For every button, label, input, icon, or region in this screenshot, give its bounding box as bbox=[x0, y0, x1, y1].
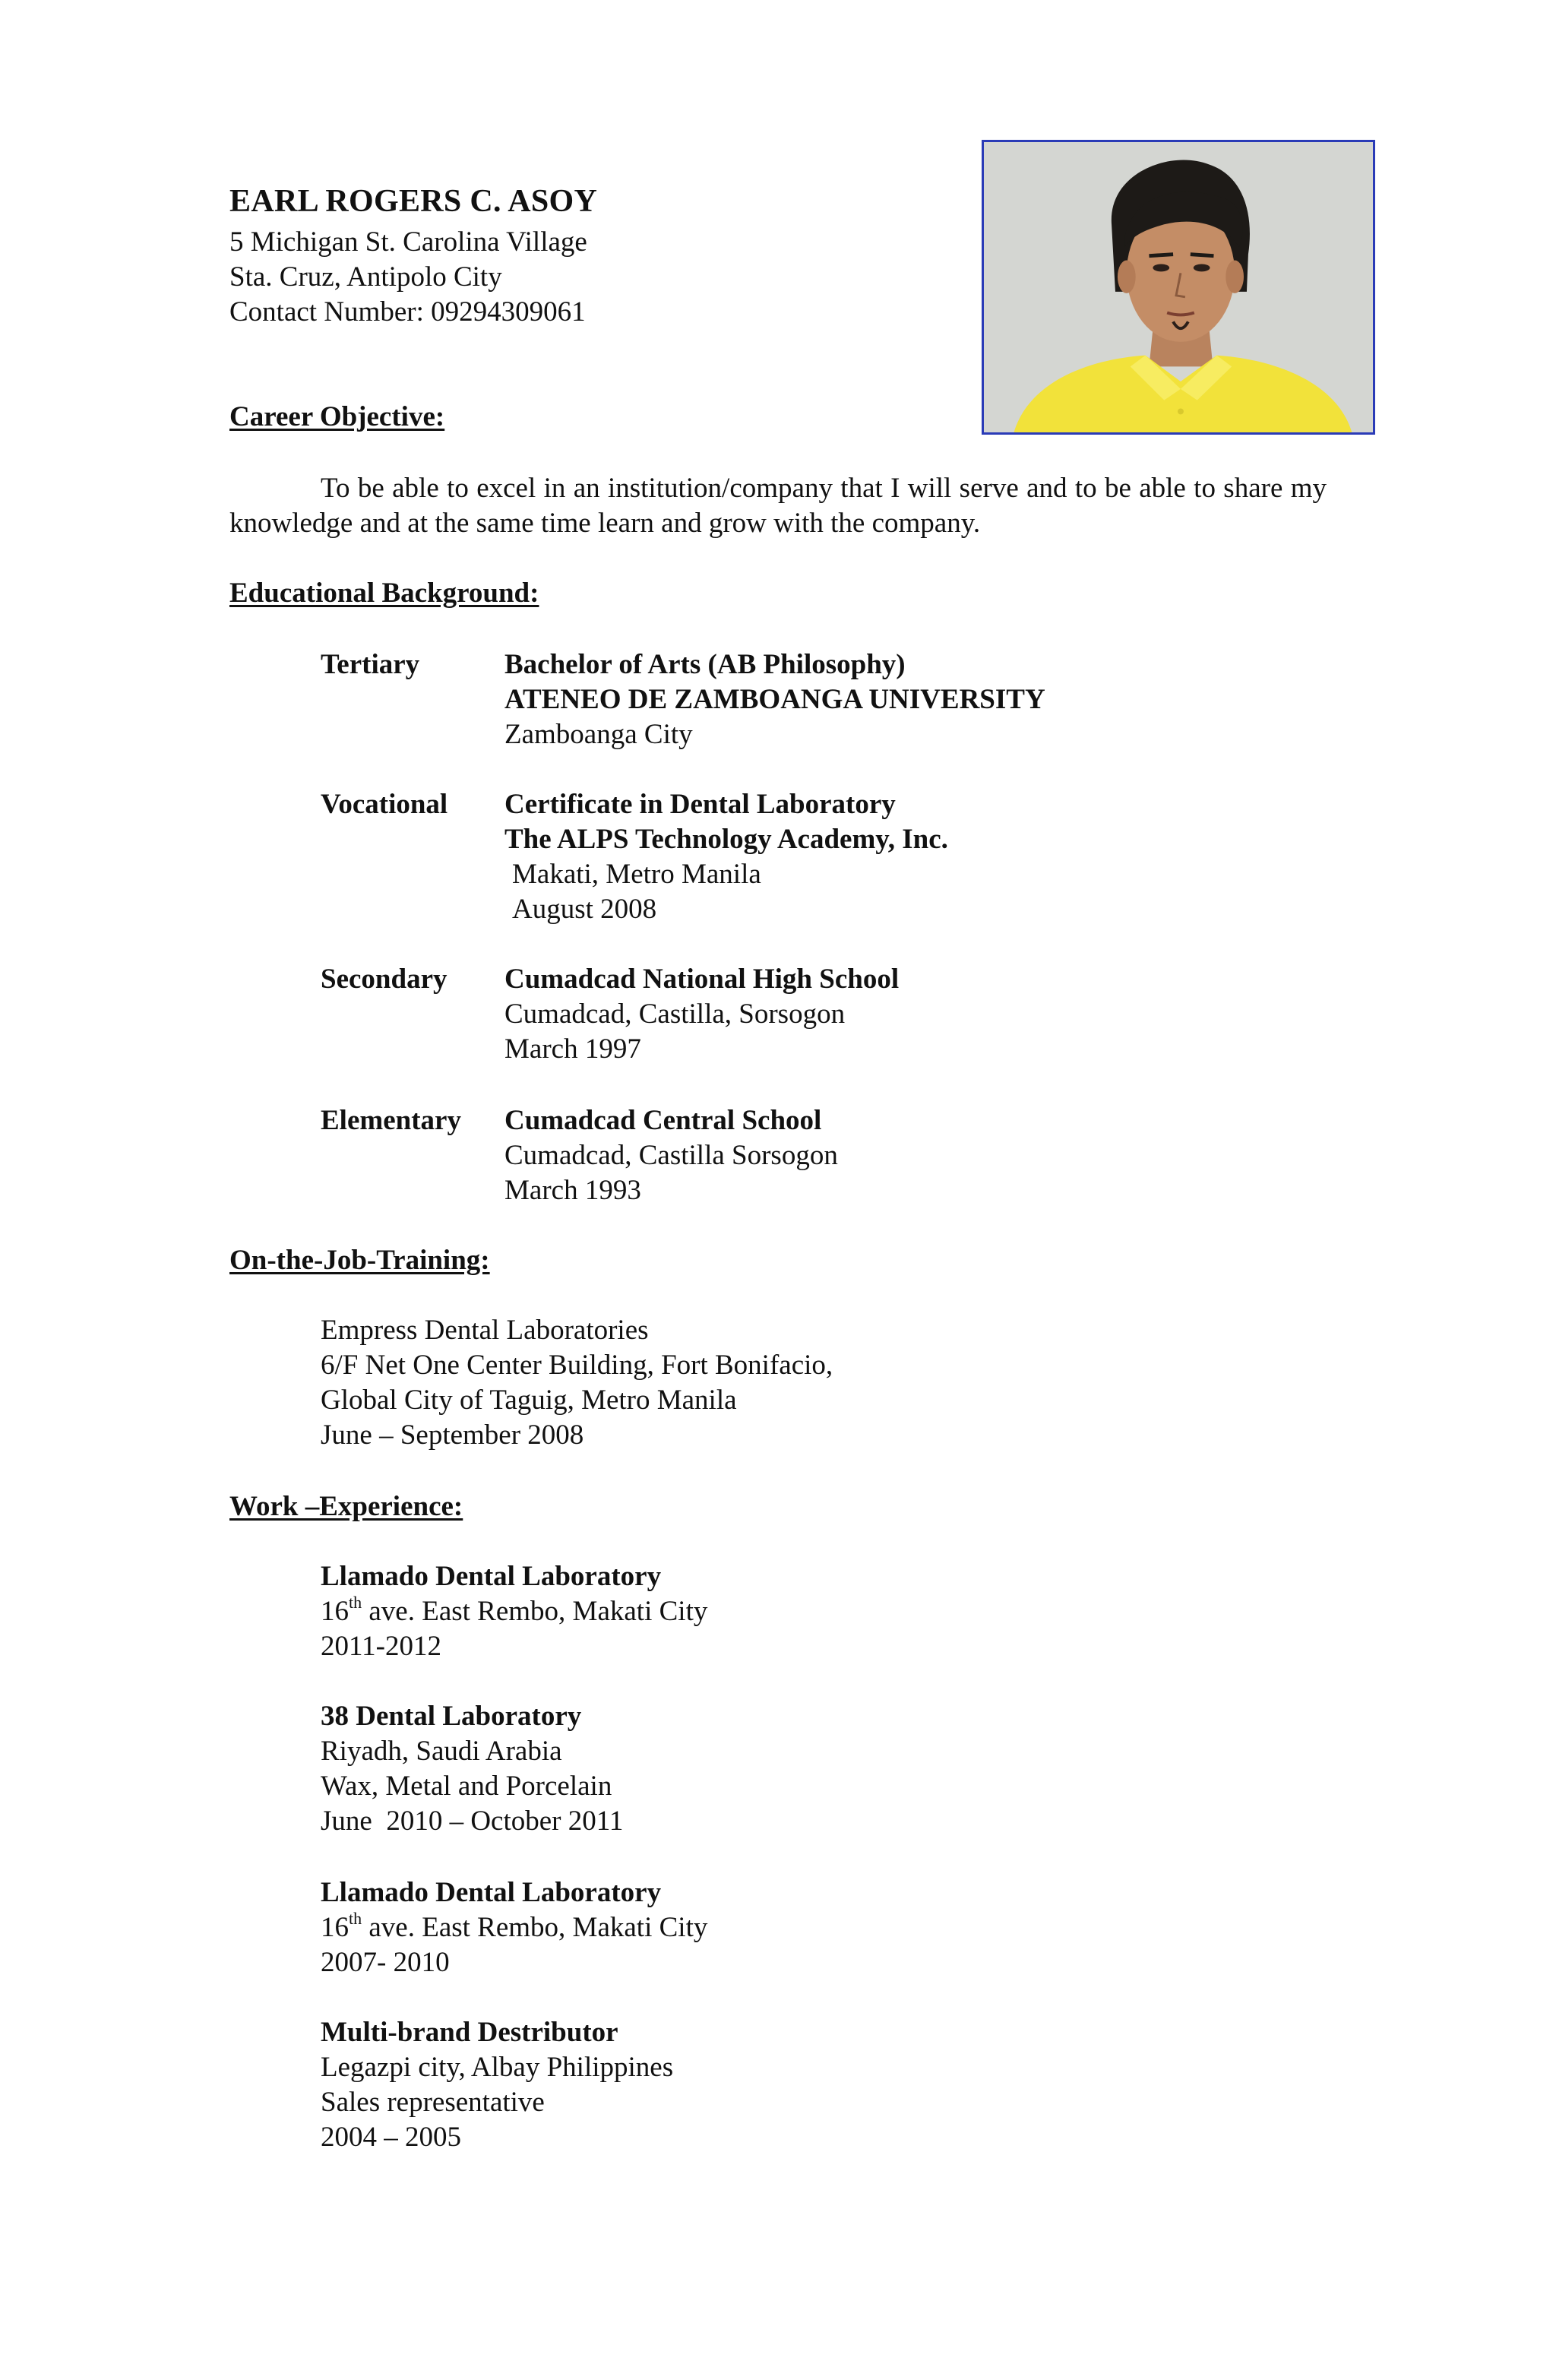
secondary-school: Cumadcad National High School bbox=[504, 964, 900, 995]
job-3-address: 16th ave. East Rembo, Makati City bbox=[321, 1909, 708, 1943]
job-3-company: Llamado Dental Laboratory bbox=[321, 1877, 662, 1908]
job-1-company: Llamado Dental Laboratory bbox=[321, 1561, 662, 1592]
person-portrait-image bbox=[984, 142, 1373, 432]
address-line-1: 5 Michigan St. Carolina Village bbox=[229, 226, 587, 258]
ojt-period: June – September 2008 bbox=[321, 1419, 584, 1451]
job-2-location: Riyadh, Saudi Arabia bbox=[321, 1736, 562, 1767]
ojt-company: Empress Dental Laboratories bbox=[321, 1315, 649, 1346]
job-1-period: 2011-2012 bbox=[321, 1631, 441, 1662]
educational-background-heading: Educational Background: bbox=[229, 578, 539, 609]
ojt-address-line-1: 6/F Net One Center Building, Fort Bonifacio, bbox=[321, 1350, 833, 1381]
career-objective-heading: Career Objective: bbox=[229, 401, 445, 432]
job-4-period: 2004 – 2005 bbox=[321, 2122, 461, 2153]
applicant-photo bbox=[982, 140, 1375, 435]
vocational-location: Makati, Metro Manila bbox=[512, 859, 761, 890]
elementary-school: Cumadcad Central School bbox=[504, 1105, 822, 1136]
job-4-company: Multi-brand Destributor bbox=[321, 2017, 618, 2048]
tertiary-location: Zamboanga City bbox=[504, 719, 693, 750]
vocational-school: The ALPS Technology Academy, Inc. bbox=[504, 824, 948, 855]
tertiary-degree: Bachelor of Arts (AB Philosophy) bbox=[504, 649, 906, 680]
tertiary-school: ATENEO DE ZAMBOANGA UNIVERSITY bbox=[504, 684, 1045, 715]
career-objective-text: To be able to excel in an institution/company that I will serve and to be able to share my knowledge and at the same time learn and grow with the company. bbox=[229, 473, 1327, 539]
job-4-location: Legazpi city, Albay Philippines bbox=[321, 2052, 674, 2083]
job-3-period: 2007- 2010 bbox=[321, 1947, 450, 1978]
job-2-role: Wax, Metal and Porcelain bbox=[321, 1771, 612, 1802]
elementary-date: March 1993 bbox=[504, 1175, 641, 1206]
education-level-tertiary: Tertiary bbox=[321, 649, 420, 680]
secondary-location: Cumadcad, Castilla, Sorsogon bbox=[504, 999, 846, 1030]
address-line-2: Sta. Cruz, Antipolo City bbox=[229, 261, 502, 293]
ojt-heading: On-the-Job-Training: bbox=[229, 1245, 490, 1276]
job-4-role: Sales representative bbox=[321, 2087, 545, 2118]
education-level-vocational: Vocational bbox=[321, 789, 448, 820]
education-level-elementary: Elementary bbox=[321, 1105, 461, 1136]
education-level-secondary: Secondary bbox=[321, 964, 448, 995]
ojt-address-line-2: Global City of Taguig, Metro Manila bbox=[321, 1385, 737, 1416]
job-1-address: 16th ave. East Rembo, Makati City bbox=[321, 1593, 708, 1627]
contact-number: Contact Number: 09294309061 bbox=[229, 296, 586, 328]
job-2-company: 38 Dental Laboratory bbox=[321, 1701, 582, 1732]
elementary-location: Cumadcad, Castilla Sorsogon bbox=[504, 1140, 838, 1171]
work-experience-heading: Work –Experience: bbox=[229, 1491, 463, 1522]
job-2-period: June 2010 – October 2011 bbox=[321, 1806, 624, 1837]
vocational-certificate: Certificate in Dental Laboratory bbox=[504, 789, 896, 820]
secondary-date: March 1997 bbox=[504, 1033, 641, 1065]
applicant-name: EARL ROGERS C. ASOY bbox=[229, 184, 598, 219]
vocational-date: August 2008 bbox=[512, 894, 657, 925]
